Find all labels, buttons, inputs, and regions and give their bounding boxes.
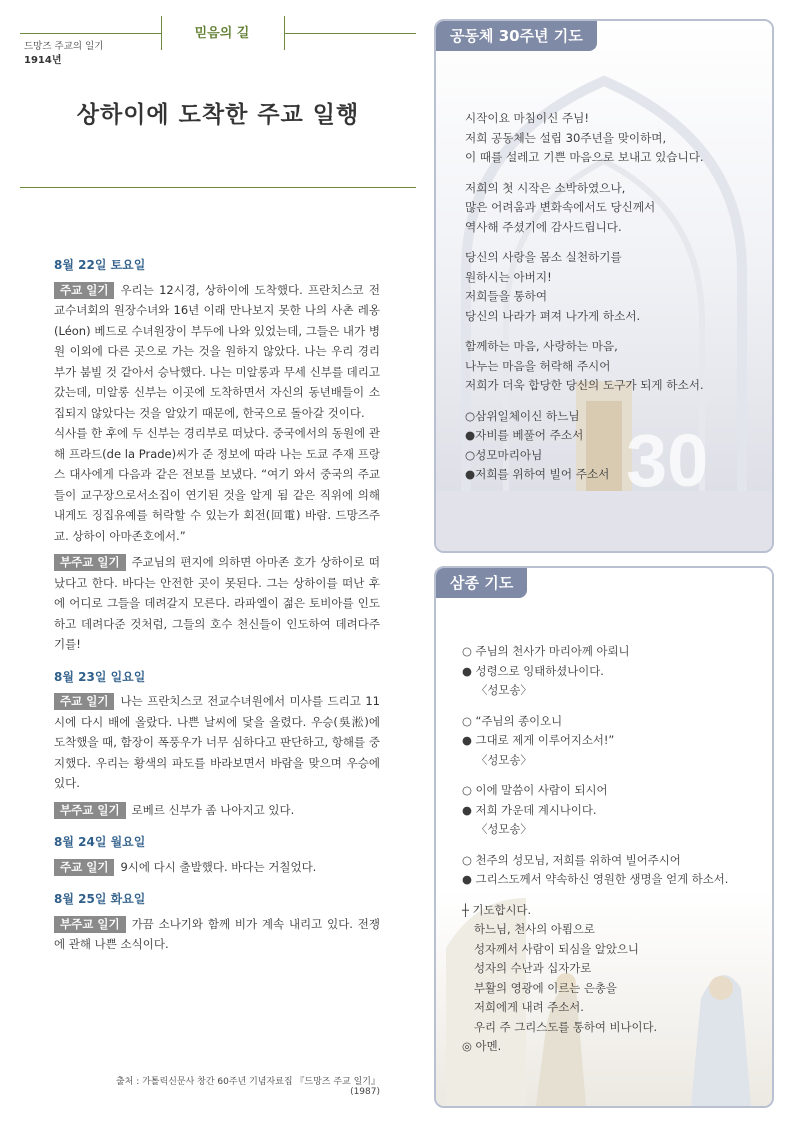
prayer-stanza	[465, 109, 765, 168]
angelus-line: 성자의 수난과 십자가로	[474, 961, 592, 975]
paragraph-text: 우리는 12시경, 상하이에 도착했다. 프란치스코 전교수녀회의 원장수녀와 16년 이래 만나보지 못한 나의 사촌 레옹(Léon) 베드로 수녀원장이 부두에 나와 있었는데, 그들은 내가 병원 이외에 다른 곳으로 가는 것을 원하지 않았다. 나는 우리 경리부가 붐빌 것 같아서 승낙했다. 나는 미알롱과 무세 신부를 데리고 갔는데, 미알롱 신부는 이곳에 도착하면서 자신의 동년배들이 소집되지 않았다는 것을 알았기 때문에, 한국으로 돌아갈 것이다. 식사를 한 후에 두 신부는 경리부로 떠났다. 중국에서의 동원에 관해 프라드(de la Prade)씨가 준 정보에 따라 나는 도쿄 주재 프랑스 대사에게 다음과 같은 전보를 보냈다. “여기 와서 중국의 주교들이 교구장으로서소집이 연기된 것을 알게 됨 같은 직위에 의해 내게도 징집유예를 허락할 수 있는가 회전(回電) 바람. 드망즈주교. 상하이 아마존호에서.”	[54, 282, 380, 543]
diary-paragraph	[54, 552, 380, 655]
diary-tag: 부주교 일기	[54, 916, 126, 933]
angelus-line: 〈성모송〉	[476, 752, 532, 767]
prayer-line: 시작이요 마침이신 주님!	[465, 111, 590, 125]
angelus-line: 저희에게 내려 주소서.	[474, 1000, 584, 1014]
diary-year: 1914년	[24, 55, 62, 66]
diary-paragraph	[54, 857, 380, 878]
angelus-line: ● 성령으로 잉태하셨나이다.	[462, 663, 604, 678]
prayer-line: 저희들을 통하여	[465, 289, 548, 303]
anniversary-prayer-text	[465, 109, 765, 496]
entry-date: 8월 22일 토요일	[54, 258, 146, 272]
diary-paragraph	[54, 691, 380, 794]
angelus-text	[462, 642, 768, 1068]
angelus-stanza	[462, 712, 768, 771]
diary-tag: 주교 일기	[54, 693, 114, 710]
angelus-line: 부활의 영광에 이르는 은총을	[474, 980, 617, 995]
angelus-line: 우리 주 그리스도를 통하여 비나이다.	[474, 1019, 658, 1034]
paragraph-text: 로베르 신부가 좀 나아지고 있다.	[131, 802, 295, 817]
header-rule-right	[284, 33, 416, 34]
paragraph-text: 주교님의 편지에 의하면 아마존 호가 상하이로 떠났다고 한다. 바다는 안전한 곳이 못된다. 그는 상하이를 떠난 후에 어디로 그들을 데려갈지 모른다. 라파엘이 젊은 토비아를 인도하고 데려다준 것처럼, 그들의 호수 천신들이 인도하여 데려다주기를!	[54, 555, 380, 651]
angelus-line: ◎ 아멘.	[462, 1039, 502, 1053]
prayer-stanza	[465, 407, 765, 485]
prayer-line: ○삼위일체이신 하느님	[465, 408, 580, 423]
prayer-line: 당신의 나라가 펴져 나가게 하소서.	[465, 308, 641, 323]
diary-name: 드망즈 주교의 일기	[24, 41, 104, 52]
diary-tag: 주교 일기	[54, 859, 114, 876]
prayer-line: 함께하는 마음, 사랑하는 마음,	[465, 339, 618, 353]
page-title: 상하이에 도착한 주교 일행	[76, 102, 360, 128]
prayer-line: 저희의 첫 시작은 소박하였으나,	[465, 180, 626, 195]
diary-paragraph	[54, 914, 380, 955]
angelus-title: 삼종 기도	[436, 568, 527, 598]
prayer-line: 당신의 사랑을 몸소 실천하기를	[465, 250, 622, 264]
entry-date: 8월 23일 일요일	[54, 669, 146, 684]
anniversary-prayer-panel	[434, 19, 774, 553]
prayer-line: ●저희를 위하여 빌어 주소서	[465, 467, 610, 481]
angelus-stanza	[462, 781, 768, 840]
watermark-30: 30	[626, 419, 709, 502]
entry-date: 8월 24일 월요일	[54, 835, 146, 849]
diary-paragraph	[54, 280, 380, 547]
angelus-line: ○ 이에 말씀이 사람이 되시어	[462, 783, 608, 797]
prayer-line: 원하시는 아버지!	[465, 269, 552, 284]
angelus-line: 〈성모송〉	[476, 822, 532, 836]
prayer-line: 역사해 주셨기에 감사드립니다.	[465, 219, 622, 234]
paragraph-text: 나는 프란치스코 전교수녀원에서 미사를 드리고 11시에 다시 배에 올랐다. 나쁜 날씨에 닻을 올렸다. 우승(吳淞)에 도착했을 때, 함장이 폭풍우가 너무 심하다고 판단하고, 항해를 중지했다. 우리는 황색의 파도를 바라보면서 바람을 맞으며 우승에 있다.	[54, 694, 380, 790]
anniversary-prayer-title: 공동체 30주년 기도	[436, 21, 597, 51]
prayer-line: 저희가 더욱 합당한 당신의 도구가 되게 하소서.	[465, 378, 704, 392]
diary-paragraph	[54, 800, 380, 821]
prayer-line: ○성모마리아님	[465, 447, 543, 462]
header-tick-left	[161, 16, 162, 50]
angelus-line: ┼ 기도합시다.	[462, 902, 532, 917]
angelus-line: ● 그대로 제게 이루어지소서!”	[462, 733, 615, 747]
angelus-line: 성자께서 사람이 되심을 알았으니	[474, 941, 639, 956]
angelus-line: ○ 천주의 성모님, 저희를 위하여 빌어주시어	[462, 852, 681, 867]
angelus-line: ● 그리스도께서 약속하신 영원한 생명을 얻게 하소서.	[462, 872, 729, 886]
header-rule	[20, 33, 162, 34]
diary-body	[54, 255, 380, 961]
angelus-line: 〈성모송〉	[476, 683, 532, 697]
prayer-stanza	[465, 179, 765, 238]
angelus-line: 하느님, 천사의 아룀으로	[474, 922, 595, 936]
diary-tag: 부주교 일기	[54, 554, 126, 571]
title-rule	[20, 187, 416, 188]
prayer-line: 나누는 마음을 허락해 주시어	[465, 358, 611, 373]
prayer-stanza	[465, 337, 765, 396]
prayer-line: 저희 공동체는 설립 30주년을 맞이하며,	[465, 130, 667, 145]
paragraph-text: 9시에 다시 출발했다. 바다는 거칠었다.	[120, 859, 317, 874]
source-citation: 출처 : 가톨릭신문사 창간 60주년 기념자료집 『드망즈 주교 일기』(1987)	[115, 1077, 380, 1097]
prayer-line: ●자비를 베풀어 주소서	[465, 428, 584, 442]
prayer-line: 많은 어려움과 변화속에서도 당신께서	[465, 200, 656, 214]
diary-tag: 주교 일기	[54, 282, 114, 299]
paragraph-text: 가끔 소나기와 함께 비가 계속 내리고 있다. 전쟁에 관해 나쁜 소식이다.	[54, 916, 380, 951]
angelus-closing	[462, 901, 768, 1057]
entry-date: 8월 25일 화요일	[54, 892, 146, 906]
angelus-line: ○ 주님의 천사가 마리아께 아뢰니	[462, 644, 630, 658]
diary-tag: 부주교 일기	[54, 802, 126, 819]
angelus-stanza	[462, 642, 768, 701]
series-title: 믿음의 길	[194, 26, 250, 41]
angelus-panel	[434, 566, 774, 1108]
prayer-stanza	[465, 248, 765, 326]
angelus-line: ● 저희 가운데 계시나이다.	[462, 802, 597, 817]
angelus-line: ○ “주님의 종이오니	[462, 713, 563, 728]
prayer-line: 이 때를 설레고 기쁜 마음으로 보내고 있습니다.	[465, 150, 704, 164]
angelus-stanza	[462, 851, 768, 890]
